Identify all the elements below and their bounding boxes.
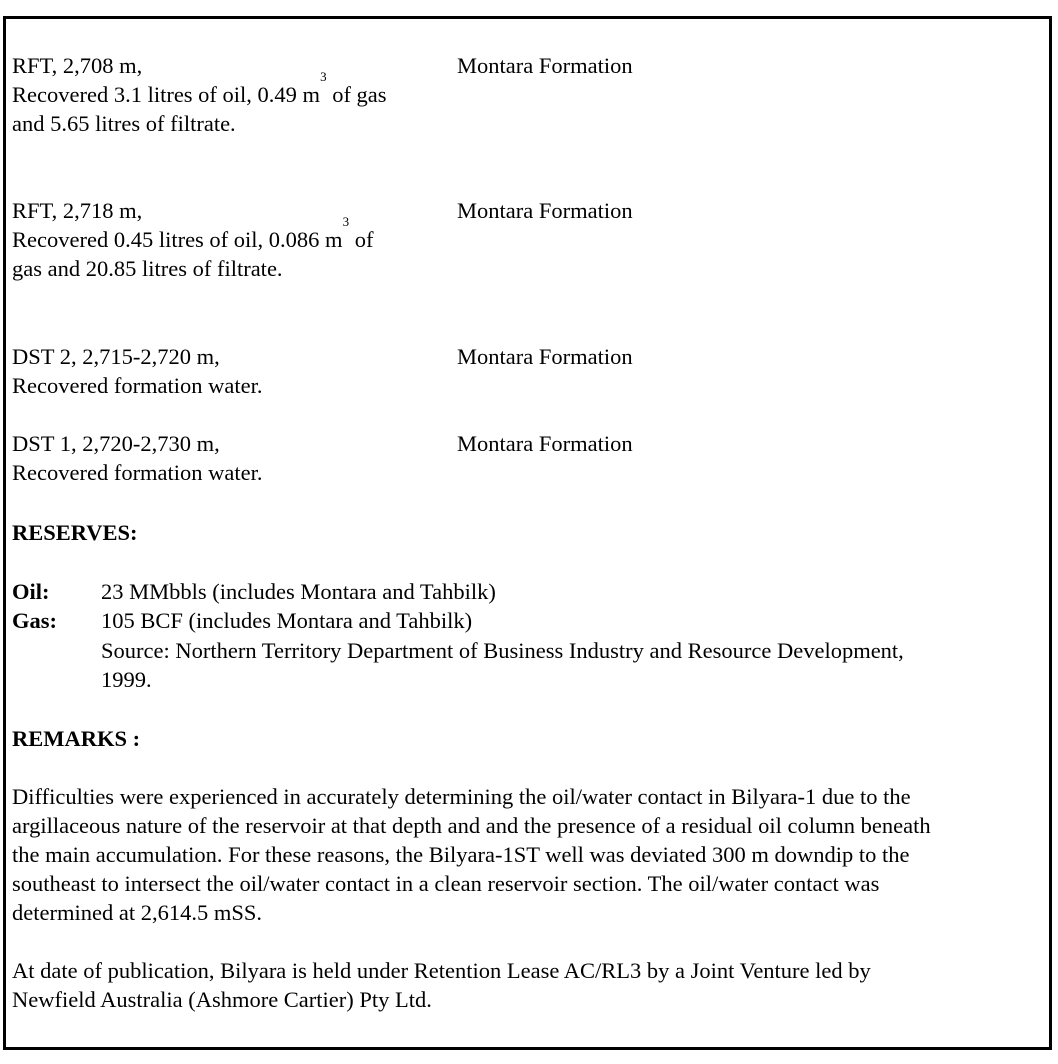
- remarks-heading: REMARKS :: [12, 726, 141, 751]
- test-3-title: DST 2, 2,715-2,720 m,: [12, 344, 220, 369]
- oil-value: 23 MMbbls (includes Montara and Tahbilk): [101, 579, 496, 604]
- test-3-description: [12, 342, 263, 400]
- test-1-title: RFT, 2,708 m,: [12, 53, 143, 78]
- test-4-description: [12, 429, 263, 487]
- gas-label: Gas:: [12, 608, 57, 633]
- test-1-recovery: [12, 69, 387, 109]
- test-4-formation: Montara Formation: [457, 431, 633, 456]
- test-1-description: [12, 51, 387, 138]
- remarks-paragraph-2-line: Newfield Australia (Ashmore Cartier) Pty Ltd.: [12, 987, 432, 1012]
- test-3-recovery: Recovered formation water.: [12, 373, 263, 398]
- remarks-paragraph-1-line: Difficulties were experienced in accurately determining the oil/water contact in Bilyara-1 due to the: [12, 784, 911, 809]
- test-2-title: RFT, 2,718 m,: [12, 198, 143, 223]
- remarks-paragraph-2: [12, 956, 1042, 1014]
- test-2-filtrate: gas and 20.85 litres of filtrate.: [12, 256, 283, 281]
- test-4-title: DST 1, 2,720-2,730 m,: [12, 431, 220, 456]
- test-2-formation: Montara Formation: [457, 198, 633, 223]
- test-1-recovery-suffix: of gas: [326, 82, 387, 107]
- remarks-paragraph-1-line: the main accumulation. For these reasons, the Bilyara-1ST well was deviated 300 m downdip to the: [12, 842, 910, 867]
- reserves-heading: RESERVES:: [12, 520, 138, 545]
- test-2-description: [12, 196, 373, 283]
- superscript-3: 3: [342, 214, 350, 229]
- test-2-recovery-suffix: of: [349, 227, 374, 252]
- test-2-recovery-text: Recovered 0.45 litres of oil, 0.086 m: [12, 227, 343, 252]
- test-1-filtrate: and 5.65 litres of filtrate.: [12, 111, 236, 136]
- test-2-recovery: [12, 214, 374, 254]
- remarks-paragraph-1-line: argillaceous nature of the reservoir at that depth and and the presence of a residual oil column beneath: [12, 813, 931, 838]
- gas-value: 105 BCF (includes Montara and Tahbilk): [101, 608, 473, 633]
- test-1-recovery-text: Recovered 3.1 litres of oil, 0.49 m: [12, 82, 321, 107]
- test-4-recovery: Recovered formation water.: [12, 460, 263, 485]
- remarks-paragraph-1-line: determined at 2,614.5 mSS.: [12, 900, 262, 925]
- reserves-source: Source: Northern Territory Department of Business Industry and Resource Development,: [101, 638, 904, 663]
- oil-label: Oil:: [12, 579, 50, 604]
- remarks-paragraph-1: [12, 782, 1042, 927]
- reserves-source-year: 1999.: [101, 667, 152, 692]
- test-1-formation: Montara Formation: [457, 53, 633, 78]
- remarks-paragraph-2-line: At date of publication, Bilyara is held under Retention Lease AC/RL3 by a Joint Venture led by: [12, 958, 871, 983]
- remarks-paragraph-1-line: southeast to intersect the oil/water contact in a clean reservoir section. The oil/water contact was: [12, 871, 880, 896]
- superscript-3: 3: [320, 69, 327, 84]
- test-3-formation: Montara Formation: [457, 344, 633, 369]
